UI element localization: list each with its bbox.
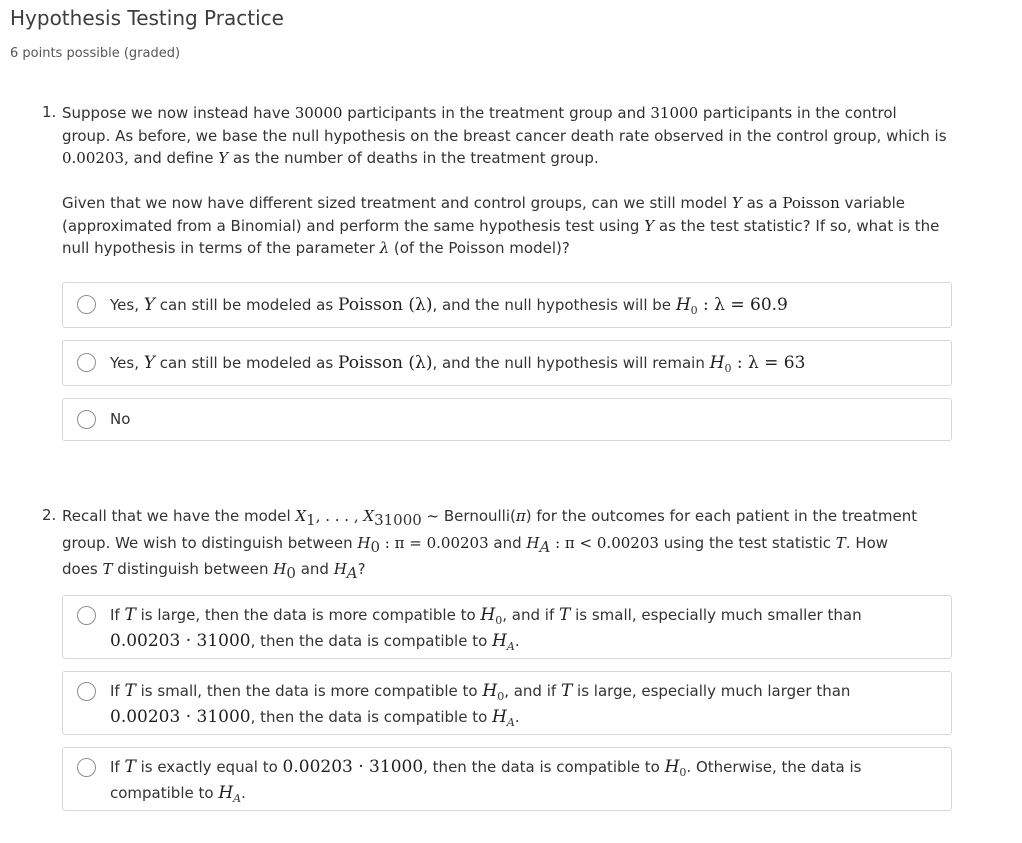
question-2-text: Recall that we have the model X1, . . . , X31000 ~ Bernoulli(π) for the outcomes for each patient in the treatment group. We wish to distinguish between H0 : π = 0.00203 and HA : π < 0.00203 using the test statistic T. How does T distinguish between H0 and HA? bbox=[62, 507, 918, 582]
radio-button[interactable] bbox=[77, 353, 96, 372]
question-number: 2. bbox=[42, 506, 57, 524]
q1-choice-2[interactable]: Yes, Y can still be modeled as Poisson (λ), and the null hypothesis will remain $H_0$ : λ = 63 bbox=[62, 340, 952, 386]
points-possible: 6 points possible (graded) bbox=[10, 46, 181, 61]
radio-button[interactable] bbox=[77, 682, 96, 701]
q1-choice-3[interactable]: No bbox=[62, 398, 952, 441]
radio-button[interactable] bbox=[77, 410, 96, 429]
q1-choice-1[interactable]: Yes, Y can still be modeled as Poisson (λ), and the null hypothesis will be $H_0$ : λ = 60.9 bbox=[62, 282, 952, 328]
q2-choice-3[interactable]: If T is exactly equal to 0.00203 · 31000, then the data is compatible to $H_0$. Otherwise, the data is compatible to $H_A$. bbox=[62, 747, 952, 811]
q2-choice-1[interactable]: If T is large, then the data is more compatible to $H_0$, and if T is small, especially much smaller than 0.00203 · 31000, then the data is compatible to $H_A$. bbox=[62, 595, 952, 659]
question-number: 1. bbox=[42, 103, 57, 121]
question-1-prompt: Given that we now have different sized treatment and control groups, can we still model Y as a Poisson variable (approximated from a Binomial) and perform the same hypothesis test using Y as the test statistic? If so, what is the null hypothesis in terms of the parameter λ (of the Poisson model)? bbox=[62, 194, 940, 257]
radio-button[interactable] bbox=[77, 758, 96, 777]
question-1-text: Suppose we now instead have 30000 participants in the treatment group and 31000 participants in the control group. As before, we base the null hypothesis on the breast cancer death rate observed in the control group, which is 0.00203, and define Y as the number of deaths in the treatment group. bbox=[62, 104, 947, 167]
page-title: Hypothesis Testing Practice bbox=[10, 6, 284, 30]
radio-button[interactable] bbox=[77, 606, 96, 625]
q2-choice-2[interactable]: If T is small, then the data is more compatible to $H_0$, and if T is large, especially much larger than 0.00203 · 31000, then the data is compatible to $H_A$. bbox=[62, 671, 952, 735]
radio-button[interactable] bbox=[77, 295, 96, 314]
